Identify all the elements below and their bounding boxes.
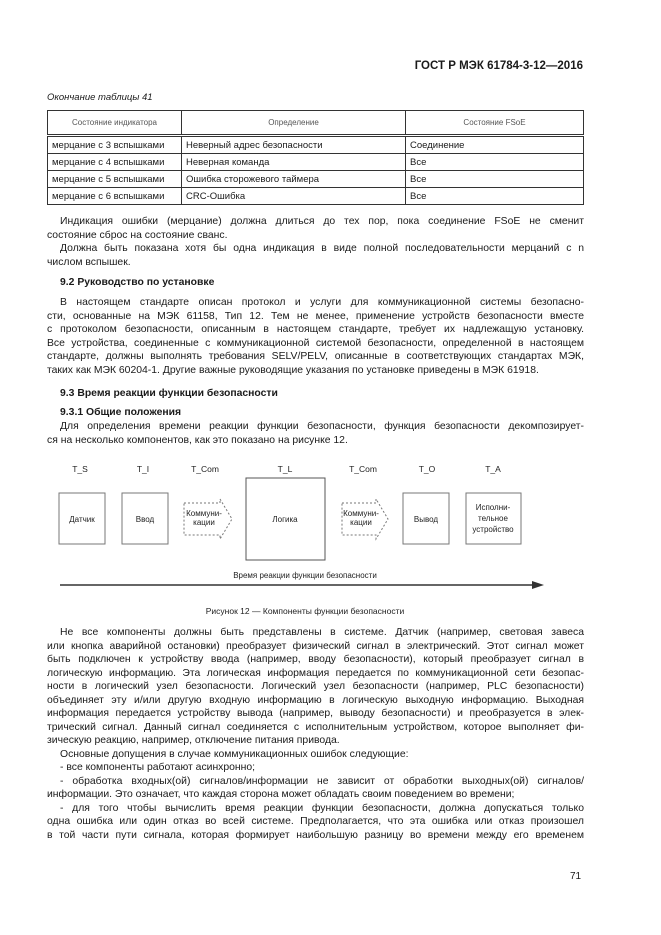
subsection-heading: 9.3.1 Общие положения xyxy=(60,407,182,418)
label-t-com: T_Com xyxy=(349,464,377,474)
text-line: Основные допущения в случае коммуникационных ошибок следующие: xyxy=(60,748,409,760)
page-number: 71 xyxy=(570,871,582,882)
text-line: с протоколом безопасности, описанным в настоящем стандарте, требует их надлежащую установку. xyxy=(47,324,584,335)
table-caption: Окончание таблицы 41 xyxy=(47,92,153,103)
paragraph xyxy=(47,242,584,269)
table-cell: Соединение xyxy=(406,136,584,154)
actuator-label: устройство xyxy=(472,525,514,534)
actuator-label: тельное xyxy=(478,514,508,523)
text-line: ности в логический узел безопасности. Логический узел безопасности (например, PLC безопасности) xyxy=(47,681,584,692)
table-row xyxy=(48,188,584,205)
text-line: ся на несколько компонентов, как это показано на рисунке 12. xyxy=(47,434,348,446)
label-t-i: T_I xyxy=(136,464,150,474)
text-line: - для того чтобы вычислить время реакции функции безопасности, должна допускаться только xyxy=(60,802,584,814)
paragraph xyxy=(47,215,584,242)
label-t-o: T_O xyxy=(418,464,436,474)
comm-label: кации xyxy=(193,518,215,527)
text-line: В настоящем стандарте описан протокол и услуги для коммуникационной системы безопасно- xyxy=(60,297,584,308)
output-label: Вывод xyxy=(413,515,439,524)
text-line: Не все компоненты должны быть представлены в системе. Датчик (например, световая завеса xyxy=(60,627,584,638)
indicator-table xyxy=(47,110,584,205)
column-header: Состояние индикатора xyxy=(48,111,182,136)
paragraph xyxy=(47,296,584,377)
text-line: сти, основанные на МЭК 61158, Тип 12. Тем не менее, применение устройств безопасности вместе xyxy=(47,310,584,322)
comm-label: кации xyxy=(350,518,372,527)
text-line: объединяет эту и/или другую входную информацию в логическую выходную информацию. Выходная xyxy=(47,694,584,706)
table-cell: Все xyxy=(406,188,584,205)
text-line: - обработка входных(ой) сигналов/информации не зависит от обработки выходных(ой) сигналов/ xyxy=(60,775,584,787)
text-line: Индикация ошибки (мерцание) должна длиться до тех пор, пока соединение FSoE не сменит xyxy=(60,216,584,227)
section-heading: 9.3 Время реакции функции безопасности xyxy=(60,388,278,399)
column-header: Состояние FSoE xyxy=(406,111,584,136)
text-line: состояние сброс на состояние сванс. xyxy=(47,229,228,241)
text-line: числом вспышек. xyxy=(47,256,131,268)
table-row xyxy=(48,171,584,188)
text-line: Должна быть показана хотя бы одна индикация в виде полной последовательности мерцаний с n xyxy=(60,243,584,254)
table-cell: Все xyxy=(406,171,584,188)
table-cell: Ошибка сторожевого таймера xyxy=(182,171,406,188)
label-t-com: T_Com xyxy=(191,464,219,474)
table-cell: мерцание с 3 вспышками xyxy=(48,136,182,154)
text-line: Все устройства, соединенные с коммуникационной системой безопасности, определенной в настоящем xyxy=(47,337,584,349)
figure-caption: Рисунок 12 — Компоненты функции безопасности xyxy=(205,606,405,616)
text-line: таких как МЭК 60204-1. Другие важные руководящие указания по установке приведены в МЭК 61918. xyxy=(47,364,539,376)
table-cell: CRC-Ошибка xyxy=(182,188,406,205)
paragraph xyxy=(47,626,584,842)
text-line: зическую реакцию, например, отключение питания привода. xyxy=(47,735,340,746)
table-cell: мерцание с 4 вспышками xyxy=(48,154,182,171)
input-label: Ввод xyxy=(135,515,155,524)
text-line: или кнопка аварийной остановки) преобразует физический сигнал в электрический. Этот сигнал может xyxy=(47,640,584,652)
label-t-s: T_S xyxy=(72,464,88,474)
comm-label: Коммуни- xyxy=(343,509,379,518)
label-t-l: T_L xyxy=(277,464,293,474)
label-t-a: T_A xyxy=(485,464,501,474)
table-header-row xyxy=(48,111,584,136)
sensor-label: Датчик xyxy=(69,515,95,524)
paragraph xyxy=(47,420,584,447)
section-heading: 9.2 Руководство по установке xyxy=(60,277,215,288)
table-cell: Неверная команда xyxy=(182,154,406,171)
text-line: информации. Это означает, что каждая сторона может обладать своим поведением во времени; xyxy=(47,789,515,800)
table-cell: мерцание с 6 вспышками xyxy=(48,188,182,205)
table-row xyxy=(48,154,584,171)
text-line: - все компоненты работают асинхронно; xyxy=(60,762,256,773)
text-line: информация передается устройству вывода (например, выводу безопасности) и преобразуется в элек- xyxy=(47,708,584,719)
figure-12-diagram xyxy=(0,455,661,625)
text-line: в той части пути сигнала, которая формирует наибольшую разницу во времени между его временем xyxy=(47,829,584,841)
logic-label: Логика xyxy=(272,515,298,524)
text-line: Для определения времени реакции функции безопасности, функция безопасности декомпозирует- xyxy=(60,421,584,432)
time-axis-label: Время реакции функции безопасности xyxy=(233,571,377,580)
table-row xyxy=(48,136,584,154)
table-cell: Неверный адрес безопасности xyxy=(182,136,406,154)
table-cell: мерцание с 5 вспышками xyxy=(48,171,182,188)
text-line: быть подключен к устройству ввода (например, вводу безопасности), который преобразует сигнал в xyxy=(47,654,584,665)
document-header: ГОСТ Р МЭК 61784-3-12—2016 xyxy=(414,60,583,72)
text-line: одна ошибка или один отказ во всей системе. Предполагается, что эта ошибка или отказ произошел xyxy=(47,816,584,827)
time-axis-arrowhead xyxy=(532,581,544,589)
table-cell: Все xyxy=(406,154,584,171)
actuator-label: Исполни- xyxy=(475,503,511,512)
column-header: Определение xyxy=(182,111,406,136)
comm-label: Коммуни- xyxy=(186,509,222,518)
text-line: логическую информацию. Эта логическая информация передается по коммуникационной сети безопас- xyxy=(47,667,584,679)
text-line: трический сигнал. Данный сигнал соединяется с исполнительным устройством, которое выполняет фи- xyxy=(47,721,584,733)
text-line: стандарте, должны выполнять требования SELV/PELV, описанные в соответствующих стандартах МЭК, xyxy=(47,351,584,362)
